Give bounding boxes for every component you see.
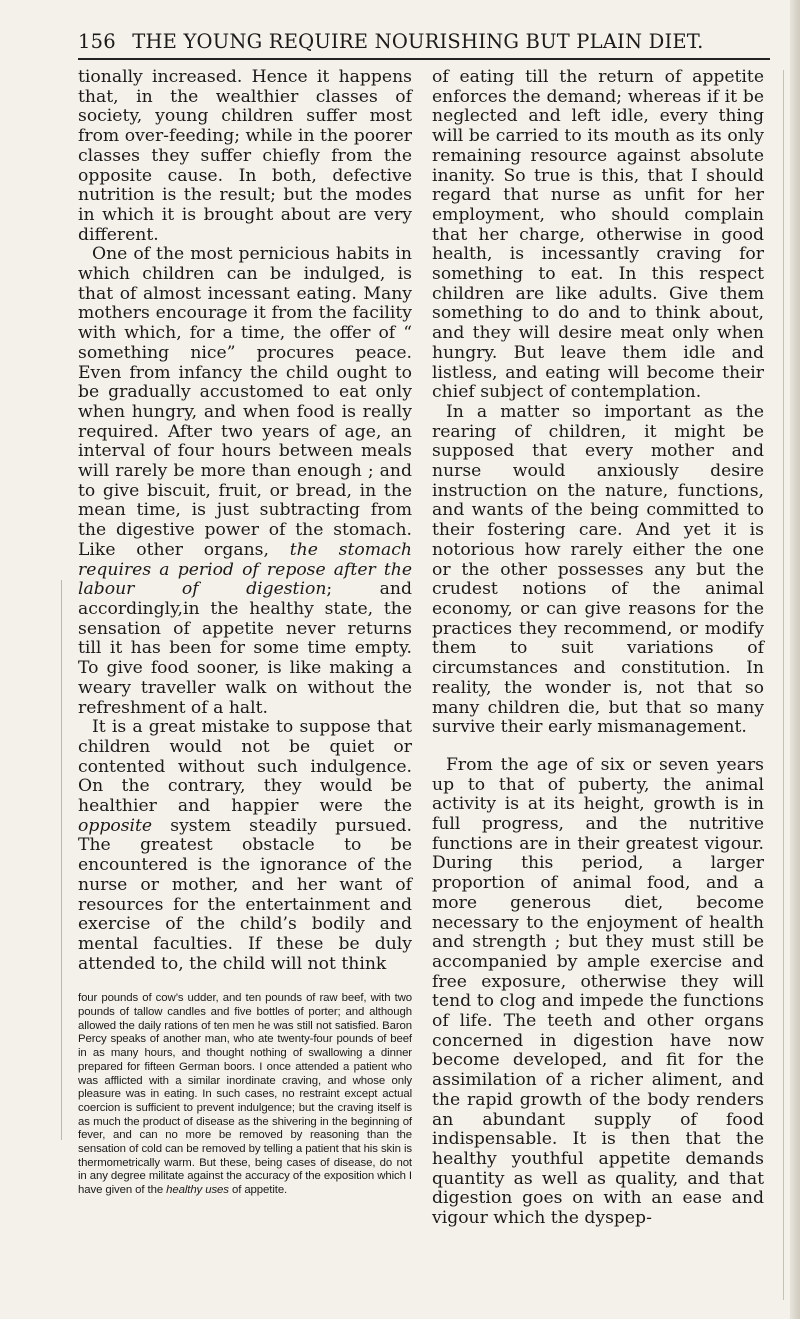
left-paragraph-3-text-b: system steadily pursued. The greatest obstacle to be encountered is the ignorance of the nurse or mother, and her want of resources for the entertainment and exercise of the child’s bodily and mental faculties. If these be duly attended to, the child will not think — [78, 815, 412, 974]
footnote-text-a: four pounds of cow’s udder, and ten pounds of raw beef, with two pounds of tallow candles and five bottles of porter; and although allowed the daily rations of ten men he was still not satisfied. Baron Percy speaks of another man, who ate twenty-four pounds of beef in as many hours, and thought nothing of swallowing a dinner prepared for fifteen German boors. I once attended a patient who was afflicted with a similar inordinate craving, and whose only pleasure was in eating. In such cases, no restraint except actual coercion is sufficient to prevent indulgence; but the craving itself is as much the product of disease as the shivering in the beginning of fever, and can no more be removed by reasoning than the sensation of cold can be removed by telling a patient that his skin is thermometrically warm. But these, being cases of disease, do not in any degree militate against the accuracy of the exposition which I have given of the — [78, 992, 412, 1197]
left-paragraph-3-emphasis: opposite — [78, 815, 153, 836]
left-paragraph-2-emphasis: the stomach requires a period of repose after the labour of digestion — [78, 539, 413, 600]
footnote — [78, 992, 412, 1198]
left-paragraph-2-text-b: ; and accordingly,in the healthy state, the sensation of appetite never returns till it has been for some time empty. To give food sooner, is like making a weary traveller walk on without the refreshment of a halt. — [78, 579, 412, 718]
left-column — [78, 68, 412, 1198]
page-number: 156 — [78, 30, 116, 53]
right-paragraph-1: of eating till the return of appetite enforces the demand; whereas if it be neglected and left idle, every thing will be carried to its mouth as its only remaining resource against absolute inanity. So true is this, that I should regard that nurse as unfit for her employment, who should complain that her charge, otherwise in good health, is incessantly craving for something to eat. In this respect children are like adults. Give them something to do and to think about, and they will desire meat only when hungry. But leave them idle and listless, and eating will become their chief subject of contemplation. — [432, 67, 764, 403]
footnote-text-b: of appetite. — [228, 1184, 288, 1197]
page-margin-line-left — [61, 580, 62, 1140]
page-margin-line-right — [783, 70, 784, 1300]
left-paragraph-2-text-a: One of the most pernicious habits in which children can be indulged, is that of almost incessant eating. Many mothers encourage it from the facility with which, for a time, the offer of “ something nice” procures peace. Even from infancy the child ought to be gradually accustomed to eat only when hungry, and when food is really required. After two years of age, an interval of four hours between meals will rarely be more than enough ; and to give biscuit, fruit, or bread, in the mean time, is just subtracting from the digestive power of the stomach. Like other organs, — [78, 244, 412, 560]
left-paragraph-3-text-a: It is a great mistake to suppose that children would not be quiet or contented without such indulgence. On the contrary, they would be healthier and happier were the — [78, 717, 412, 817]
left-paragraph-2 — [78, 245, 412, 718]
right-paragraph-2: In a matter so important as the rearing of children, it might be supposed that every mother and nurse would anxiously desire instruction on the nature, functions, and wants of the being committed to their fostering care. And yet it is notorious how rarely either the one or the other possesses any but the crudest notions of the animal economy, or can give reasons for the practices they recommend, or modify them to suit variations of circumstances and constitution. In reality, the wonder is, not that so many children die, but that so many survive their early mismanagement. — [432, 401, 764, 738]
left-paragraph-1: tionally increased. Hence it happens that, in the wealthier classes of society, young children suffer most from over-feeding; while in the poorer classes they suffer chiefly from the opposite cause. In both, defective nutrition is the result; but the modes in which it is brought about are very different. — [78, 67, 412, 245]
running-title: THE YOUNG REQUIRE NOURISHING BUT PLAIN DIET. — [132, 30, 704, 53]
right-paragraph-3: From the age of six or seven years up to that of puberty, the animal activity is at its height, growth is in full progress, and the nutritive functions are in their greatest vigour. During this period, a larger proportion of animal food, and a more generous diet, become necessary to the enjoyment of health and strength ; but they must still be accompanied by ample exercise and free exposure, otherwise they will tend to clog and impede the functions of life. The teeth and other organs concerned in digestion have now become developed, and fit for the assimilation of a richer aliment, and the rapid growth of the body renders an abundant supply of food indispensable. It is then that the healthy youthful appetite demands quantity as well as quality, and that digestion goes on with an ease and vigour which the dyspep- — [432, 754, 764, 1229]
footnote-emphasis: healthy uses — [166, 1184, 229, 1197]
running-header — [78, 30, 768, 53]
header-rule — [78, 58, 770, 60]
left-paragraph-3 — [78, 718, 412, 974]
right-column — [432, 68, 764, 1229]
page-edge-shadow — [790, 0, 800, 1319]
